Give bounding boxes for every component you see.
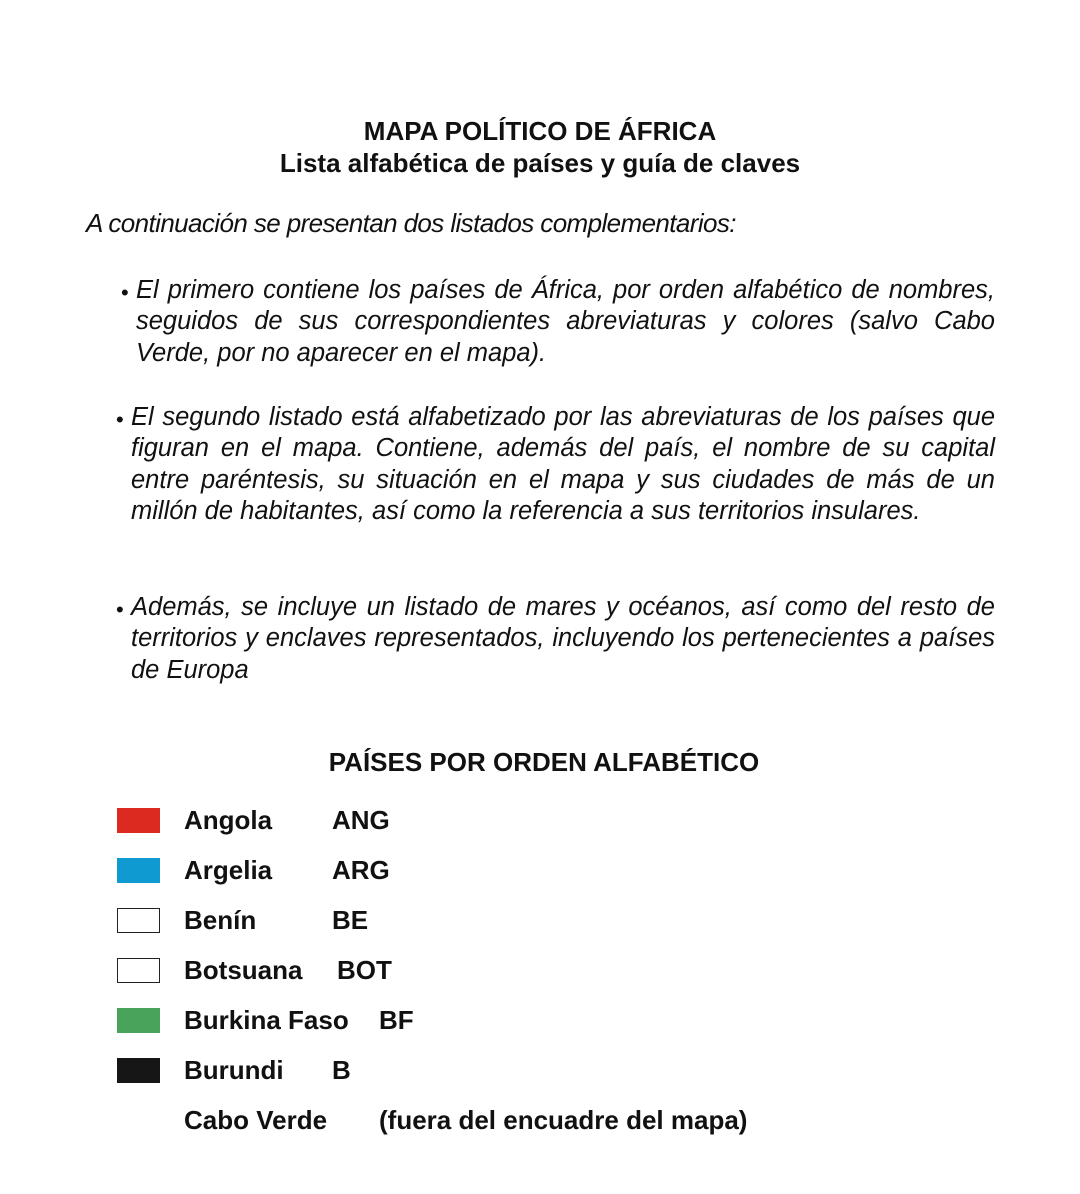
legend-row (0, 1105, 900, 1135)
bullet-icon: • (116, 597, 124, 622)
legend-row (0, 905, 900, 935)
country-name: Angola (184, 805, 273, 835)
country-abbr: BF (379, 1005, 414, 1035)
country-abbr: BOT (337, 955, 392, 985)
color-swatch (117, 858, 160, 883)
document-subtitle: Lista alfabética de países y guía de claves (279, 148, 801, 178)
bullet-icon: • (116, 407, 124, 432)
legend-row (0, 855, 900, 885)
country-name: Burundi (184, 1055, 284, 1085)
legend-row (0, 955, 900, 985)
legend-row (0, 1055, 900, 1085)
country-name: Cabo Verde (184, 1105, 328, 1135)
color-swatch (117, 808, 160, 833)
bullet-item (116, 592, 995, 686)
legend-row (0, 805, 900, 835)
bullet-text: El primero contiene los países de África, por orden alfabético de nombres, seguidos de sus correspondientes abreviaturas y colores (salvo Cabo Verde, por no aparecer en el mapa). (136, 276, 995, 367)
legend-row (0, 1005, 900, 1035)
country-name: Benín (184, 905, 257, 935)
color-swatch (117, 1008, 160, 1033)
country-name: Burkina Faso (184, 1005, 349, 1035)
country-abbr: B (332, 1055, 351, 1085)
country-name: Argelia (184, 855, 273, 885)
country-abbr: BE (332, 905, 369, 935)
country-abbr: ANG (332, 805, 390, 835)
color-swatch (117, 1058, 160, 1083)
country-name: Botsuana (184, 955, 303, 985)
bullet-text: Además, se incluye un listado de mares y océanos, así como del resto de territorios y enclaves representados, incluyendo los pertenecientes a países de Europa (131, 593, 995, 684)
section-title: PAÍSES POR ORDEN ALFABÉTICO (328, 747, 760, 777)
bullet-item (116, 402, 995, 527)
color-swatch (117, 958, 160, 983)
bullet-item (121, 275, 995, 369)
intro-text: A continuación se presentan dos listados complementarios: (86, 208, 736, 238)
bullet-text: El segundo listado está alfabetizado por las abreviaturas de los países que figuran en el mapa. Contiene, además del país, el nombre de su capital entre paréntesis, su situación en el mapa y sus ciudades de más de un millón de habitantes, así como la referencia a sus territorios insulares. (131, 403, 995, 525)
bullet-icon: • (121, 280, 129, 305)
document-title: MAPA POLÍTICO DE ÁFRICA (363, 116, 717, 146)
country-note: (fuera del encuadre del mapa) (379, 1105, 748, 1135)
country-abbr: ARG (332, 855, 390, 885)
color-swatch (117, 908, 160, 933)
